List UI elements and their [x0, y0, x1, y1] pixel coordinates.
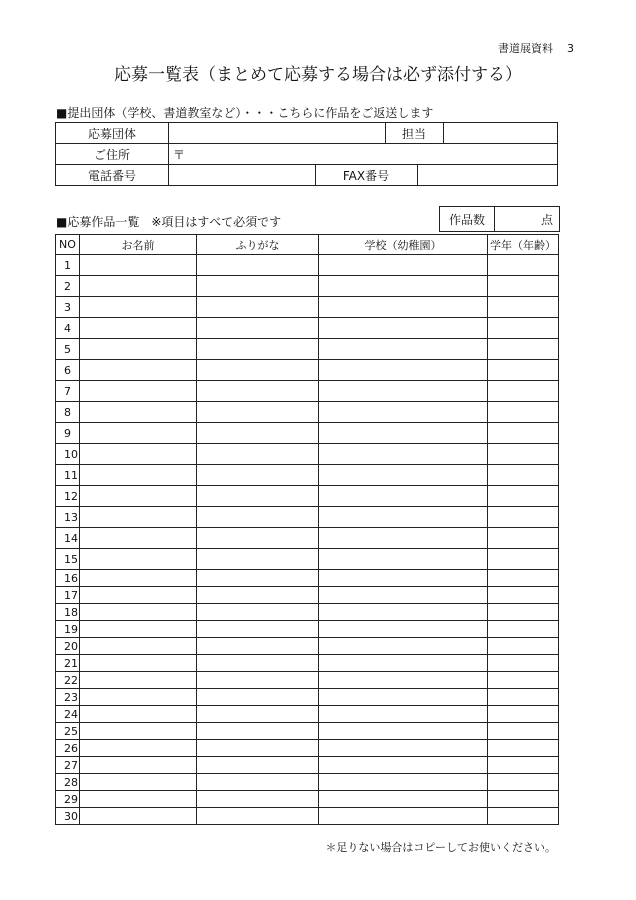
table-row	[56, 791, 559, 808]
name-cell[interactable]	[80, 757, 197, 774]
school-cell[interactable]	[319, 297, 488, 318]
table-row	[56, 381, 559, 402]
page-title: 応募一覧表（まとめて応募する場合は必ず添付する）	[114, 65, 522, 85]
group-label: 応募団体	[56, 123, 169, 144]
name-cell[interactable]	[80, 507, 197, 528]
col-header-no: NO	[56, 235, 80, 255]
contact-field[interactable]	[443, 123, 557, 143]
furigana-cell[interactable]	[197, 689, 319, 706]
name-cell[interactable]	[80, 423, 197, 444]
table-row	[56, 655, 559, 672]
grade-cell[interactable]	[488, 570, 559, 587]
row-number: 2	[56, 276, 80, 297]
row-number: 13	[56, 507, 80, 528]
table-row	[56, 672, 559, 689]
name-cell[interactable]	[80, 672, 197, 689]
row-number: 12	[56, 486, 80, 507]
grade-cell[interactable]	[488, 528, 559, 549]
furigana-cell[interactable]	[197, 604, 319, 621]
furigana-cell[interactable]	[197, 706, 319, 723]
school-cell[interactable]	[319, 740, 488, 757]
table-row	[56, 587, 559, 604]
entry-count-field[interactable]	[495, 207, 559, 231]
grade-cell[interactable]	[488, 791, 559, 808]
school-cell[interactable]	[319, 339, 488, 360]
school-cell[interactable]	[319, 638, 488, 655]
school-cell[interactable]	[319, 423, 488, 444]
grade-cell[interactable]	[488, 339, 559, 360]
grade-cell[interactable]	[488, 423, 559, 444]
col-header-name: お名前	[80, 235, 197, 255]
grade-cell[interactable]	[488, 706, 559, 723]
furigana-cell[interactable]	[197, 774, 319, 791]
table-row	[56, 402, 559, 423]
school-cell[interactable]	[319, 528, 488, 549]
school-cell[interactable]	[319, 672, 488, 689]
row-number: 10	[56, 444, 80, 465]
school-cell[interactable]	[319, 791, 488, 808]
row-number: 27	[56, 757, 80, 774]
name-cell[interactable]	[80, 276, 197, 297]
row-number: 8	[56, 402, 80, 423]
row-number: 11	[56, 465, 80, 486]
grade-cell[interactable]	[488, 381, 559, 402]
grade-cell[interactable]	[488, 587, 559, 604]
row-number: 3	[56, 297, 80, 318]
table-row	[56, 339, 559, 360]
name-cell[interactable]	[80, 706, 197, 723]
name-cell[interactable]	[80, 255, 197, 276]
name-cell[interactable]	[80, 486, 197, 507]
furigana-cell[interactable]	[197, 465, 319, 486]
row-number: 15	[56, 549, 80, 570]
row-number: 26	[56, 740, 80, 757]
name-cell[interactable]	[80, 297, 197, 318]
postal-mark: 〒	[173, 147, 186, 162]
grade-cell[interactable]	[488, 757, 559, 774]
table-row	[56, 689, 559, 706]
furigana-cell[interactable]	[197, 791, 319, 808]
name-cell[interactable]	[80, 689, 197, 706]
school-cell[interactable]	[319, 360, 488, 381]
doc-label: 書道展資料	[498, 42, 553, 55]
row-number: 18	[56, 604, 80, 621]
name-cell[interactable]	[80, 402, 197, 423]
furigana-cell[interactable]	[197, 723, 319, 740]
footnote: ＊足りない場合はコピーしてお使いください。	[325, 841, 556, 854]
grade-cell[interactable]	[488, 318, 559, 339]
table-row	[56, 255, 559, 276]
row-number: 4	[56, 318, 80, 339]
name-cell[interactable]	[80, 774, 197, 791]
furigana-cell[interactable]	[197, 528, 319, 549]
page-label	[498, 40, 574, 56]
section-heading-organization: ■提出団体（学校、書道教室など）・・・こちらに作品をご返送します	[56, 106, 434, 120]
fax-label: FAX番号	[315, 165, 417, 185]
furigana-cell[interactable]	[197, 381, 319, 402]
furigana-cell[interactable]	[197, 621, 319, 638]
entry-count-label: 作品数	[440, 207, 495, 231]
name-cell[interactable]	[80, 339, 197, 360]
furigana-cell[interactable]	[197, 444, 319, 465]
row-number: 5	[56, 339, 80, 360]
name-cell[interactable]	[80, 360, 197, 381]
grade-cell[interactable]	[488, 604, 559, 621]
row-number: 21	[56, 655, 80, 672]
table-row	[56, 723, 559, 740]
school-cell[interactable]	[319, 402, 488, 423]
grade-cell[interactable]	[488, 638, 559, 655]
furigana-cell[interactable]	[197, 587, 319, 604]
furigana-cell[interactable]	[197, 655, 319, 672]
grade-cell[interactable]	[488, 276, 559, 297]
entries-table	[55, 234, 559, 825]
row-number: 22	[56, 672, 80, 689]
name-cell[interactable]	[80, 723, 197, 740]
furigana-cell[interactable]	[197, 486, 319, 507]
school-cell[interactable]	[319, 507, 488, 528]
table-row	[56, 360, 559, 381]
school-cell[interactable]	[319, 381, 488, 402]
name-cell[interactable]	[80, 655, 197, 672]
school-cell[interactable]	[319, 276, 488, 297]
school-cell[interactable]	[319, 723, 488, 740]
grade-cell[interactable]	[488, 808, 559, 825]
row-number: 1	[56, 255, 80, 276]
grade-cell[interactable]	[488, 672, 559, 689]
grade-cell[interactable]	[488, 723, 559, 740]
table-row	[56, 297, 559, 318]
grade-cell[interactable]	[488, 689, 559, 706]
table-row	[56, 621, 559, 638]
grade-cell[interactable]	[488, 740, 559, 757]
furigana-cell[interactable]	[197, 297, 319, 318]
name-cell[interactable]	[80, 808, 197, 825]
row-number: 6	[56, 360, 80, 381]
name-cell[interactable]	[80, 587, 197, 604]
furigana-cell[interactable]	[197, 672, 319, 689]
table-row	[56, 318, 559, 339]
row-number: 28	[56, 774, 80, 791]
furigana-cell[interactable]	[197, 360, 319, 381]
school-cell[interactable]	[319, 587, 488, 604]
row-number: 23	[56, 689, 80, 706]
name-cell[interactable]	[80, 570, 197, 587]
furigana-cell[interactable]	[197, 339, 319, 360]
furigana-cell[interactable]	[197, 549, 319, 570]
row-number: 7	[56, 381, 80, 402]
table-row	[56, 423, 559, 444]
grade-cell[interactable]	[488, 549, 559, 570]
table-row	[56, 570, 559, 587]
table-row	[56, 808, 559, 825]
row-number: 25	[56, 723, 80, 740]
table-row	[56, 740, 559, 757]
name-cell[interactable]	[80, 318, 197, 339]
furigana-cell[interactable]	[197, 757, 319, 774]
name-cell[interactable]	[80, 465, 197, 486]
row-number: 9	[56, 423, 80, 444]
section-heading-entries: ■応募作品一覧 ※項目はすべて必須です	[56, 215, 282, 229]
row-number: 30	[56, 808, 80, 825]
furigana-cell[interactable]	[197, 570, 319, 587]
name-cell[interactable]	[80, 621, 197, 638]
furigana-cell[interactable]	[197, 423, 319, 444]
grade-cell[interactable]	[488, 360, 559, 381]
furigana-cell[interactable]	[197, 276, 319, 297]
table-row	[56, 774, 559, 791]
row-number: 19	[56, 621, 80, 638]
name-cell[interactable]	[80, 381, 197, 402]
entry-count-box	[439, 206, 560, 232]
col-header-grade: 学年（年齢）	[488, 235, 559, 255]
table-row	[56, 706, 559, 723]
school-cell[interactable]	[319, 444, 488, 465]
grade-cell[interactable]	[488, 655, 559, 672]
grade-cell[interactable]	[488, 297, 559, 318]
furigana-cell[interactable]	[197, 740, 319, 757]
table-row	[56, 549, 559, 570]
row-number: 24	[56, 706, 80, 723]
phone-field[interactable]	[169, 165, 315, 185]
school-cell[interactable]	[319, 706, 488, 723]
name-cell[interactable]	[80, 528, 197, 549]
col-header-furigana: ふりがな	[197, 235, 319, 255]
school-cell[interactable]	[319, 808, 488, 825]
row-number: 16	[56, 570, 80, 587]
table-row	[56, 486, 559, 507]
address-label: ご住所	[56, 144, 169, 165]
fax-field[interactable]	[417, 165, 557, 185]
table-row	[56, 507, 559, 528]
school-cell[interactable]	[319, 757, 488, 774]
group-name-field[interactable]	[169, 123, 385, 143]
furigana-cell[interactable]	[197, 318, 319, 339]
name-cell[interactable]	[80, 604, 197, 621]
phone-label: 電話番号	[56, 165, 169, 186]
grade-cell[interactable]	[488, 255, 559, 276]
school-cell[interactable]	[319, 465, 488, 486]
furigana-cell[interactable]	[197, 507, 319, 528]
name-cell[interactable]	[80, 444, 197, 465]
name-cell[interactable]	[80, 740, 197, 757]
table-row	[56, 528, 559, 549]
grade-cell[interactable]	[488, 621, 559, 638]
school-cell[interactable]	[319, 604, 488, 621]
school-cell[interactable]	[319, 255, 488, 276]
name-cell[interactable]	[80, 549, 197, 570]
furigana-cell[interactable]	[197, 402, 319, 423]
grade-cell[interactable]	[488, 402, 559, 423]
name-cell[interactable]	[80, 638, 197, 655]
grade-cell[interactable]	[488, 444, 559, 465]
entry-count-unit: 点	[540, 212, 553, 227]
table-row	[56, 604, 559, 621]
address-field[interactable]	[169, 144, 558, 165]
school-cell[interactable]	[319, 689, 488, 706]
grade-cell[interactable]	[488, 486, 559, 507]
table-row	[56, 276, 559, 297]
furigana-cell[interactable]	[197, 808, 319, 825]
table-row	[56, 757, 559, 774]
table-row	[56, 465, 559, 486]
grade-cell[interactable]	[488, 507, 559, 528]
row-number: 17	[56, 587, 80, 604]
school-cell[interactable]	[319, 486, 488, 507]
school-cell[interactable]	[319, 655, 488, 672]
organization-form	[55, 122, 558, 186]
row-number: 14	[56, 528, 80, 549]
name-cell[interactable]	[80, 791, 197, 808]
school-cell[interactable]	[319, 318, 488, 339]
row-number: 29	[56, 791, 80, 808]
furigana-cell[interactable]	[197, 638, 319, 655]
furigana-cell[interactable]	[197, 255, 319, 276]
table-row	[56, 444, 559, 465]
school-cell[interactable]	[319, 570, 488, 587]
page-number: 3	[567, 42, 574, 55]
school-cell[interactable]	[319, 774, 488, 791]
row-number: 20	[56, 638, 80, 655]
col-header-school: 学校（幼稚園）	[319, 235, 488, 255]
grade-cell[interactable]	[488, 465, 559, 486]
school-cell[interactable]	[319, 549, 488, 570]
contact-label: 担当	[385, 123, 443, 143]
school-cell[interactable]	[319, 621, 488, 638]
table-row	[56, 638, 559, 655]
grade-cell[interactable]	[488, 774, 559, 791]
